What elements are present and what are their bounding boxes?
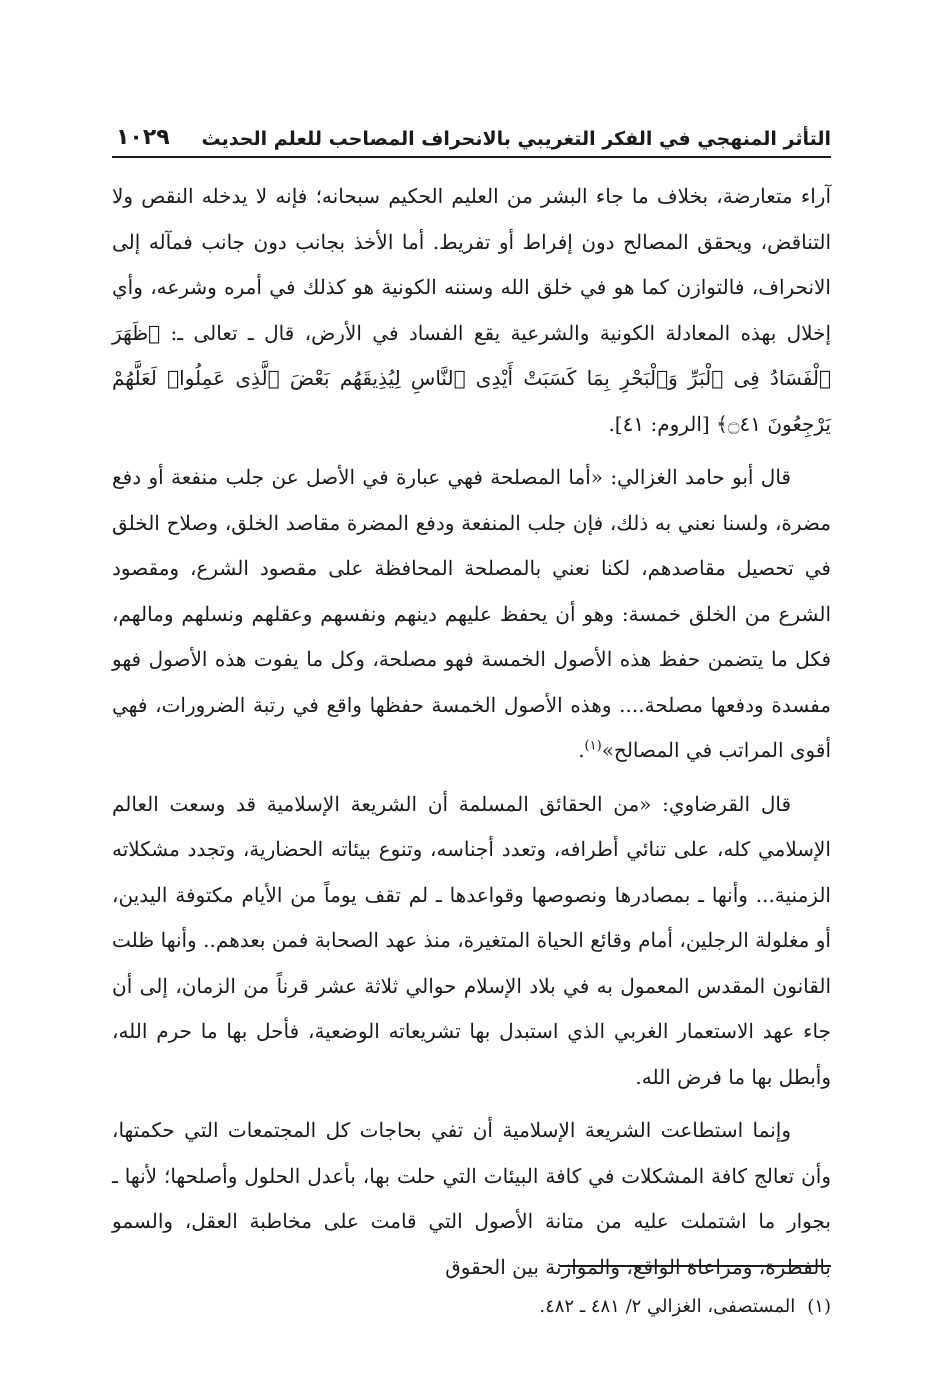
- verse-citation: [الروم: ٤١].: [608, 411, 717, 436]
- paragraph-4-text: وإنما استطاعت الشريعة الإسلامية أن تفي بحاجات كل المجتمعات التي حكمتها، وأن تعالج كافة المشكلات في كافة البيئات التي حلت بها، بأعدل الحلول وأصلحها؛ لأنها ـ بجوار ما اشتملت عليه من متانة الأصول التي قامت على مخاطبة العقل، والسمو بالفطرة، ومراعاة الواقع، والموازنة بين الحقوق: [112, 1118, 831, 1279]
- footnote-text: المستصفى، الغزالي ٢/ ٤٨١ ـ ٤٨٢.: [539, 1296, 796, 1317]
- paragraph-3-text: قال القرضاوي: «من الحقائق المسلمة أن الشريعة الإسلامية قد وسعت العالم الإسلامي كله، على تنائي أطرافه، وتعدد أجناسه، وتنوع بيئاته الحضارية، وتجدد مشكلاته الزمنية... وأنها ـ بمصادرها ونصوصها وقواعدها ـ لم تقف يوماً من الأيام مكتوفة اليدين، أو مغلولة الرجلين، أمام وقائع الحياة المتغيرة، منذ عهد الصحابة فمن بعدهم.. وأنها ظلت القانون المقدس المعمول به في بلاد الإسلام حوالي ثلاثة عشر قرناً من الزمان، إلى أن جاء عهد الاستعمار الغربي الذي استبدل بها تشريعاته الوضعية، فأحل بها ما حرم الله، وأبطل بها ما فرض الله.: [112, 791, 831, 1089]
- footnote: [112, 1292, 831, 1322]
- header-title: التأثر المنهجي في الفكر التغريبي بالانحراف المصاحب للعلم الحديث: [201, 128, 831, 150]
- running-header: [112, 110, 831, 158]
- body-text: [112, 174, 831, 1298]
- footnote-reference: (١): [584, 738, 602, 754]
- paragraph-1-text: آراء متعارضة، بخلاف ما جاء البشر من العليم الحكيم سبحانه؛ فإنه لا يدخله النقص ولا التناقض، ويحقق المصالح دون إفراط أو تفريط. أما الأخذ بجانب دون جانب فمآله إلى الانحراف، فالتوازن كما هو في خلق الله وسننه الكونية هو كذلك في أمره وشرعه، وأي إخلال بهذه المعادلة الكونية والشرعية يقع الفساد في الأرض، قال ـ تعالى ـ:: [112, 184, 831, 345]
- quran-verse: ﴿ظَهَرَ ٱلْفَسَادُ فِى ٱلْبَرِّ وَٱلْبَحْرِ بِمَا كَسَبَتْ أَيْدِى ٱلنَّاسِ لِيُذِيقَهُم بَعْضَ ٱلَّذِى عَمِلُوا۟ لَعَلَّهُمْ يَرْجِعُونَ ۝٤١﴾: [112, 320, 831, 436]
- paragraph-2-text: قال أبو حامد الغزالي: «أما المصلحة فهي عبارة في الأصل عن جلب منفعة أو دفع مضرة، ولسنا نعني به ذلك، فإن جلب المنفعة ودفع المضرة مقاصد الخلق، وصلاح الخلق في تحصيل مقاصدهم، لكنا نعني بالمصلحة المحافظة على مقصود الشرع، ومقصود الشرع من الخلق خمسة: وهو أن يحفظ عليهم دينهم ونفسهم وعقلهم ونسلهم ومالهم، فكل ما يتضمن حفظ هذه الأصول الخمسة فهو مصلحة، وكل ما يفوت هذه الأصول فهو مفسدة ودفعها مصلحة.... وهذه الأصول الخمسة حفظها واقع في رتبة الضرورات، فهي أقوى المراتب في المصالح»: [112, 465, 831, 762]
- page-number: ١٠٢٩: [116, 125, 170, 150]
- paragraph-2-end: .: [578, 738, 585, 762]
- paragraph-3: [112, 782, 831, 1101]
- paragraph-1: [112, 174, 831, 447]
- footnote-separator: [559, 1265, 831, 1267]
- paragraph-4: [112, 1108, 831, 1290]
- footnote-number: (١): [807, 1296, 831, 1317]
- paragraph-2: [112, 455, 831, 774]
